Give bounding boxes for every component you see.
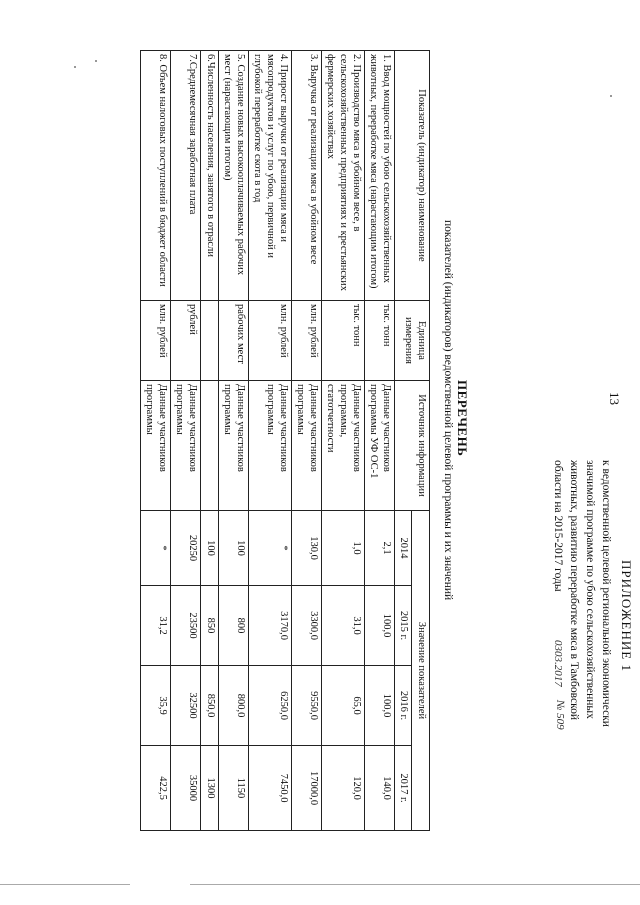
table-row	[201, 51, 219, 831]
scan-speck	[610, 95, 612, 97]
appendix-title: ПРИЛОЖЕНИЕ 1	[619, 560, 634, 672]
value-cell: 140,0	[364, 746, 394, 831]
indicator-unit: тыс. тонн	[321, 301, 364, 381]
list-title: ПЕРЕЧЕНЬ	[455, 380, 470, 457]
indicator-name: 7.Среднемесячная заработная плата	[170, 51, 200, 301]
appendix-line-3: животных, развитию переработке мяса в Тамбовской	[568, 460, 580, 720]
indicator-source: Данные участников программы	[291, 381, 321, 511]
indicators-table	[140, 50, 430, 831]
indicator-unit: тыс. тонн	[364, 301, 394, 381]
value-cell: 422,5	[140, 746, 170, 831]
table-header-row	[412, 51, 430, 831]
value-cell: 100	[201, 511, 219, 586]
value-cell: 3170,0	[248, 586, 291, 666]
value-cell: 23500	[170, 586, 200, 666]
header-year: 2015 г.	[394, 586, 412, 666]
value-cell: 6250,0	[248, 666, 291, 746]
indicator-name: 1. Ввод мощностей по убою сельскохозяйственных животных, переработке мяса (нарастающим итогом)	[364, 51, 394, 301]
value-cell: 20250	[170, 511, 200, 586]
table-row	[248, 51, 291, 831]
value-cell: 850	[201, 586, 219, 666]
list-subtitle: показателей (индикаторов) ведомственной целевой программы и их значений	[442, 220, 454, 601]
value-cell: 31,0	[321, 586, 364, 666]
value-cell: 7450,0	[248, 746, 291, 831]
table-row	[321, 51, 364, 831]
indicator-source: Данные участников программы, статотчетности	[321, 381, 364, 511]
value-cell: *	[140, 511, 170, 586]
indicator-unit: млн. рублей	[291, 301, 321, 381]
value-cell: *	[248, 511, 291, 586]
value-cell: 35000	[170, 746, 200, 831]
indicator-source: Данные участников программы	[248, 381, 291, 511]
value-cell: 9550,0	[291, 666, 321, 746]
indicator-name: 4. Прирост выручки от реализации мяса и мясопродуктов и услуг по убою, первичной и глубокой переработке скота в год	[248, 51, 291, 301]
value-cell: 800,0	[218, 666, 248, 746]
indicator-unit	[201, 301, 219, 381]
table-row	[170, 51, 200, 831]
indicator-unit: рабочих мест	[218, 301, 248, 381]
indicator-name: 3. Выручка от реализации мяса в убойном весе	[291, 51, 321, 301]
value-cell: 1150	[218, 746, 248, 831]
indicator-unit: млн. рублей	[248, 301, 291, 381]
value-cell: 3300,0	[291, 586, 321, 666]
scan-edge-line	[0, 884, 130, 885]
value-cell: 35,9	[140, 666, 170, 746]
indicator-unit: млн. рублей	[140, 301, 170, 381]
indicator-source: Данные участников программы	[170, 381, 200, 511]
scan-speck	[95, 60, 97, 62]
indicator-name: 6.Численность населения, занятого в отрасли	[201, 51, 219, 301]
scan-edge-line	[190, 884, 640, 885]
header-year: 2014	[394, 511, 412, 586]
header-values-group: Значение показателей	[412, 511, 430, 831]
value-cell: 130,0	[291, 511, 321, 586]
indicator-source: Данные участников программы	[218, 381, 248, 511]
value-cell: 800	[218, 586, 248, 666]
header-indicator: Показатель (индикатор) наименование	[394, 51, 429, 301]
indicator-source: Данные участников программы УФ ОС-1	[364, 381, 394, 511]
header-unit: Единица измерения	[394, 301, 429, 381]
appendix-line-4: области на 2015-2017 годы	[552, 460, 564, 592]
handwritten-number: № 509	[554, 700, 566, 730]
header-source: Источник информации	[394, 381, 429, 511]
value-cell: 120,0	[321, 746, 364, 831]
value-cell: 100,0	[364, 586, 394, 666]
value-cell: 17000,0	[291, 746, 321, 831]
table-row	[140, 51, 170, 831]
value-cell: 1300	[201, 746, 219, 831]
header-year: 2016 г.	[394, 666, 412, 746]
indicator-name: 8. Объем налоговых поступлений в бюджет области	[140, 51, 170, 301]
handwritten-date: 0303.2017	[552, 640, 564, 687]
value-cell: 850,0	[201, 666, 219, 746]
scan-speck	[74, 66, 76, 68]
page-number: 13	[607, 392, 622, 405]
value-cell: 1,0	[321, 511, 364, 586]
value-cell: 32500	[170, 666, 200, 746]
table-row	[291, 51, 321, 831]
appendix-line-1: к ведомственной целевой региональной экономически	[600, 460, 612, 727]
document-page	[80, 40, 640, 870]
indicator-source: Данные участников программы	[140, 381, 170, 511]
value-cell: 2,1	[364, 511, 394, 586]
table-row	[218, 51, 248, 831]
indicator-name: 2. Производство мяса в убойном весе, в сельскохозяйственных предприятиях и крестьянских фермерских хозяйствах	[321, 51, 364, 301]
value-cell: 100	[218, 511, 248, 586]
indicator-unit: рублей	[170, 301, 200, 381]
indicator-name: 5. Создание новых высокооплачиваемых рабочих мест (нарастающим итогом)	[218, 51, 248, 301]
indicator-source	[201, 381, 219, 511]
header-year: 2017 г.	[394, 746, 412, 831]
appendix-line-2: значимой программе по убою сельскохозяйственных	[584, 460, 596, 719]
value-cell: 31,2	[140, 586, 170, 666]
table-row	[364, 51, 394, 831]
value-cell: 100,0	[364, 666, 394, 746]
value-cell: 65,0	[321, 666, 364, 746]
